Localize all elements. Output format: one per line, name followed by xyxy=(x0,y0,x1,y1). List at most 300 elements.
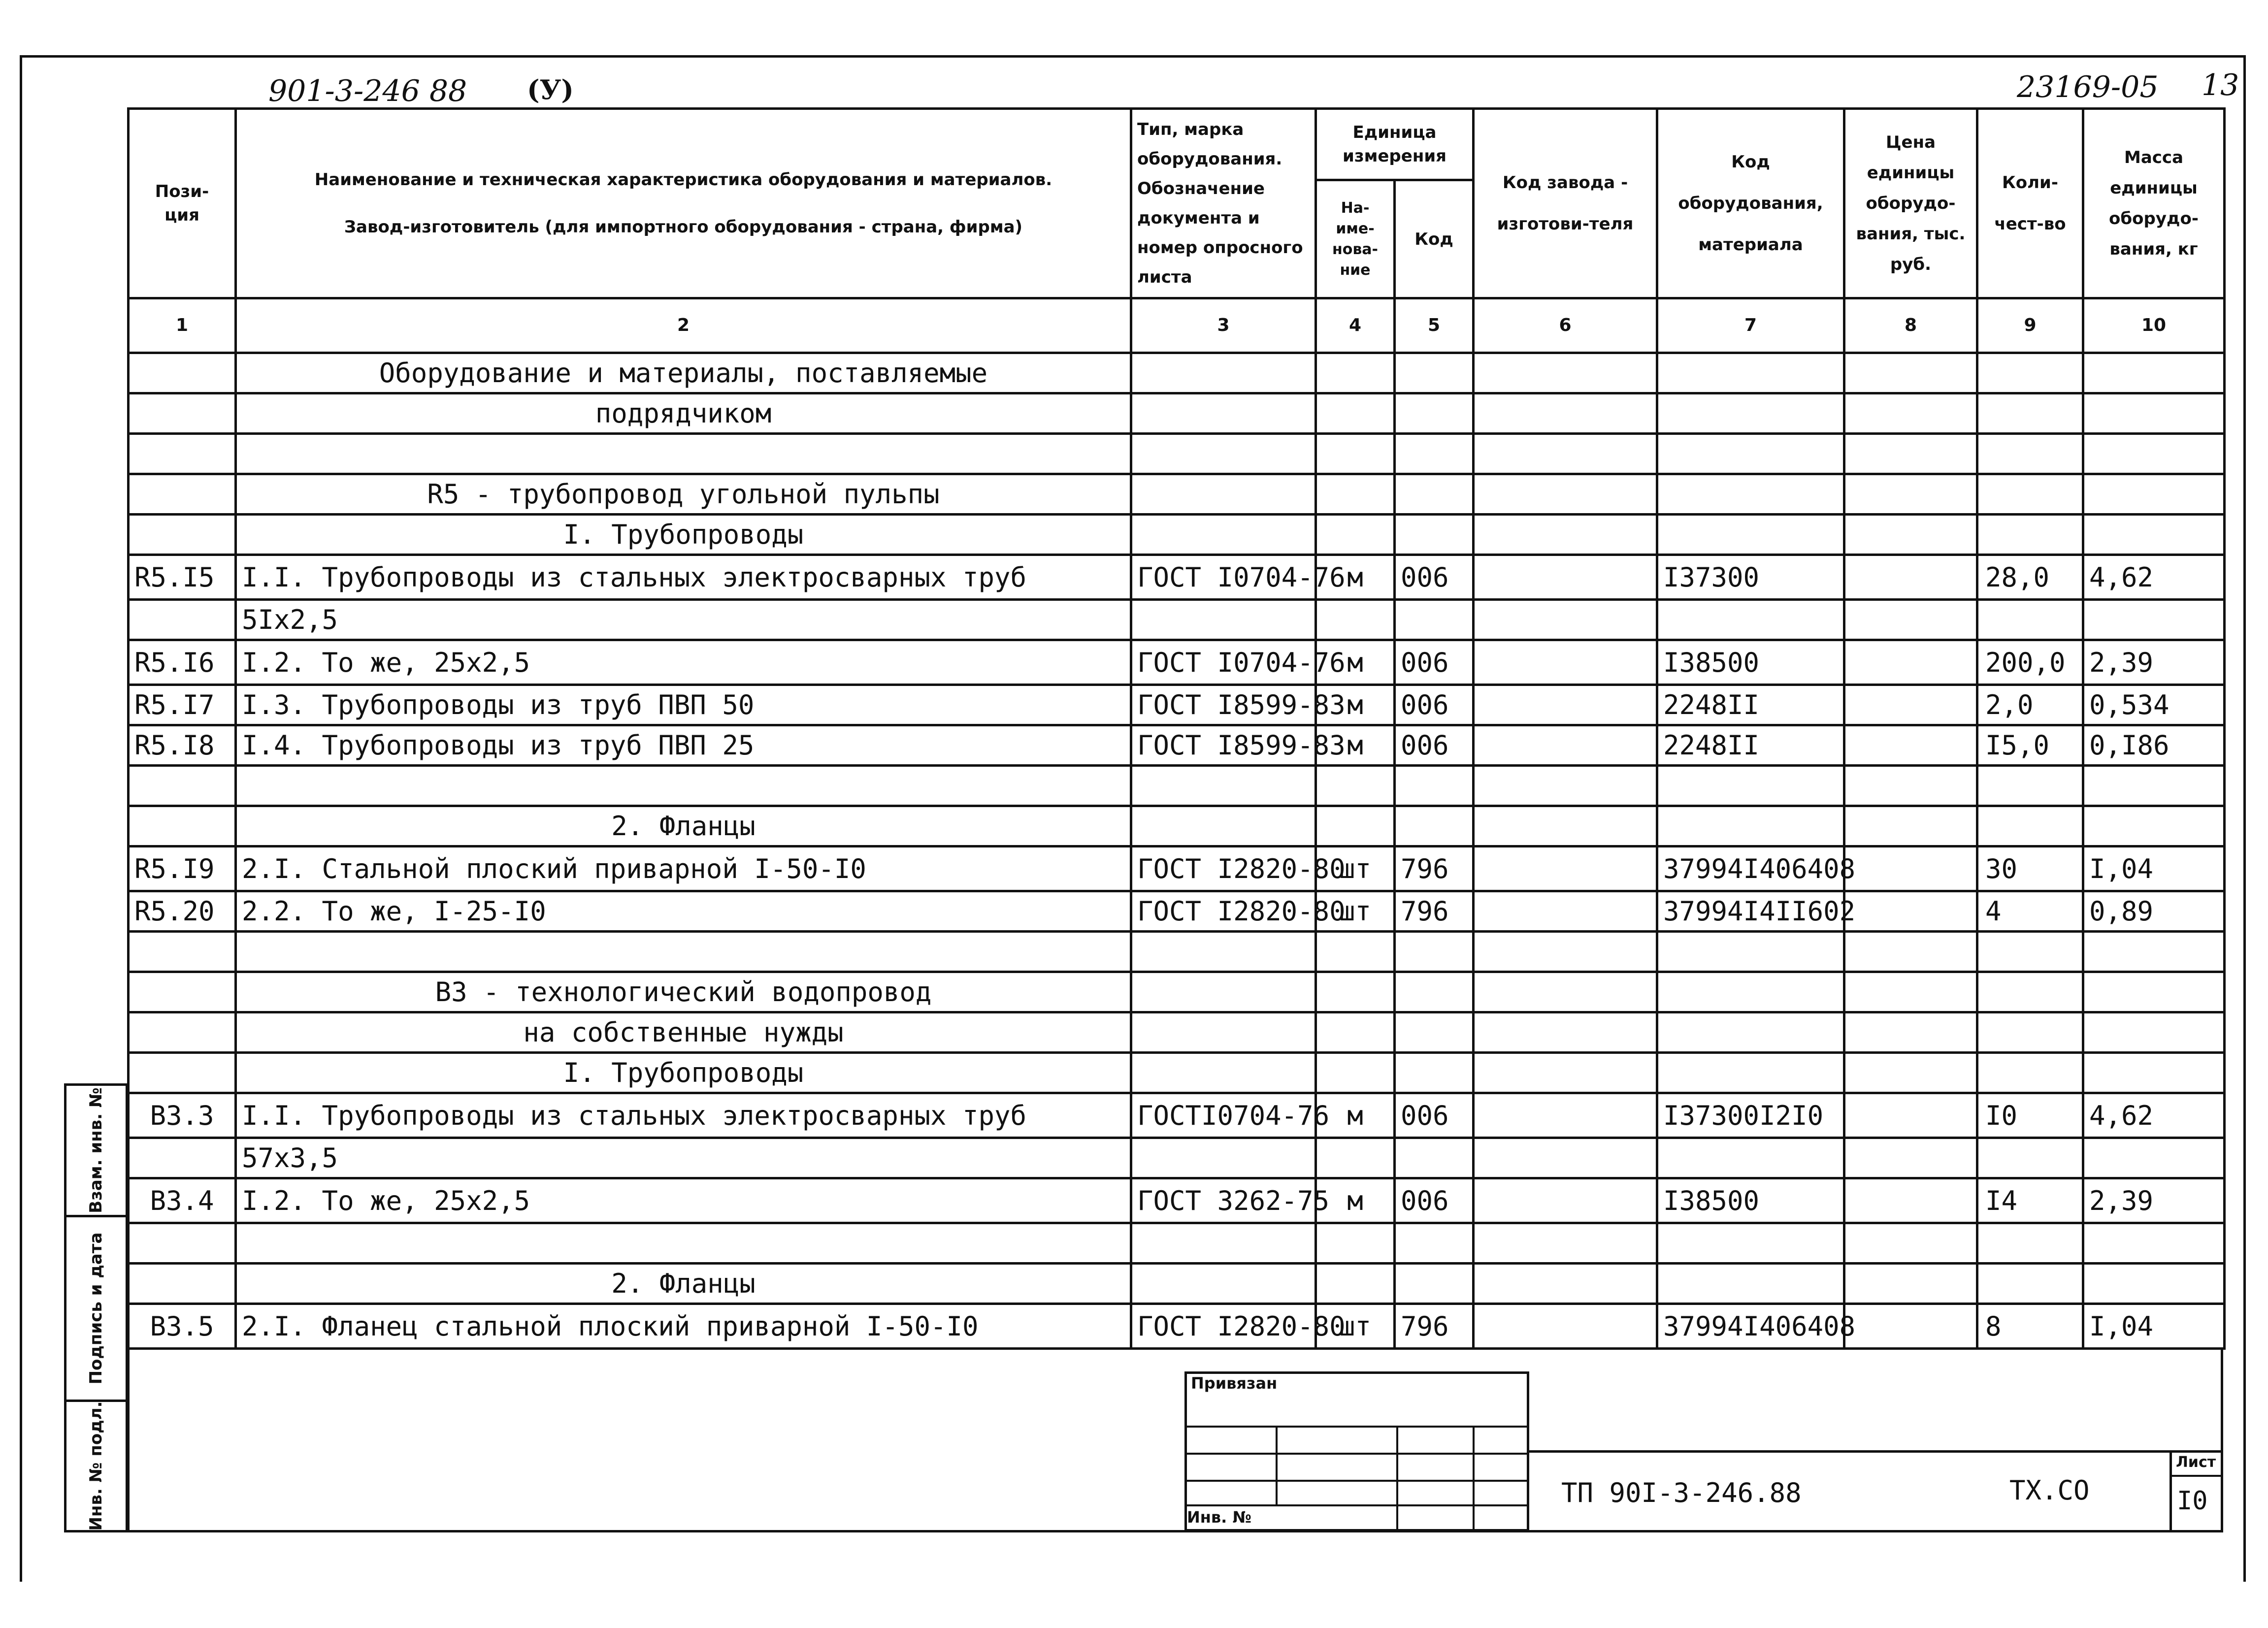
cell-material-code: I37300I2I0 xyxy=(1657,1093,1844,1138)
column-number: 6 xyxy=(1474,298,1657,353)
cell-material-code xyxy=(1657,515,1844,555)
column-number: 3 xyxy=(1131,298,1316,353)
cell-quantity xyxy=(1977,1012,2083,1053)
bottom-frame-line xyxy=(127,1530,2223,1532)
cell-unit: шт xyxy=(1316,847,1395,891)
cell-unit-code: 796 xyxy=(1395,1304,1474,1349)
table-row xyxy=(129,932,2225,972)
cell-factory-code xyxy=(1474,474,1657,515)
cell-factory-code xyxy=(1474,1264,1657,1304)
cell-quantity: I0 xyxy=(1977,1093,2083,1138)
cell-position: R5.I9 xyxy=(129,847,236,891)
cell-material-code xyxy=(1657,1264,1844,1304)
cell-unit xyxy=(1316,1012,1395,1053)
table-row xyxy=(129,600,2225,640)
cell-unit: м xyxy=(1316,640,1395,685)
stamp-vline xyxy=(1473,1426,1475,1531)
cell-quantity: I4 xyxy=(1977,1178,2083,1223)
section-text: ТХ.СО xyxy=(2009,1475,2090,1506)
cell-material-code xyxy=(1657,393,1844,434)
bottom-frame-right xyxy=(2221,1349,2223,1532)
cell-quantity: 4 xyxy=(1977,891,2083,932)
cell-name xyxy=(236,932,1131,972)
cell-unit-code: 006 xyxy=(1395,555,1474,600)
cell-type xyxy=(1131,1012,1316,1053)
cell-factory-code xyxy=(1474,972,1657,1012)
cell-unit: м xyxy=(1316,1178,1395,1223)
cell-quantity xyxy=(1977,766,2083,806)
table-row xyxy=(129,474,2225,515)
cell-factory-code xyxy=(1474,393,1657,434)
cell-unit-code xyxy=(1395,393,1474,434)
cell-price xyxy=(1844,685,1977,725)
cell-quantity xyxy=(1977,932,2083,972)
cell-unit-code xyxy=(1395,353,1474,393)
table-row xyxy=(129,1012,2225,1053)
table-row xyxy=(129,393,2225,434)
cell-mass xyxy=(2083,806,2225,847)
cell-unit-code xyxy=(1395,766,1474,806)
side-box-inv-orig xyxy=(64,1400,128,1532)
cell-quantity: I5,0 xyxy=(1977,725,2083,766)
cell-material-code: 2248II xyxy=(1657,685,1844,725)
cell-mass xyxy=(2083,600,2225,640)
cell-mass: 4,62 xyxy=(2083,1093,2225,1138)
column-number: 7 xyxy=(1657,298,1844,353)
cell-unit xyxy=(1316,1264,1395,1304)
cell-material-code: 37994I406408 xyxy=(1657,847,1844,891)
cell-unit-code: 006 xyxy=(1395,1093,1474,1138)
cell-material-code: 37994I406408 xyxy=(1657,1304,1844,1349)
cell-unit xyxy=(1316,1138,1395,1178)
cell-quantity xyxy=(1977,1223,2083,1264)
cell-factory-code xyxy=(1474,515,1657,555)
table-row xyxy=(129,1138,2225,1178)
cell-type: ГОСТ I2820-80 xyxy=(1131,1304,1316,1349)
table-row xyxy=(129,1264,2225,1304)
cell-name: I.I. Трубопроводы из стальных электросварных труб xyxy=(236,555,1131,600)
header-position: Пози- ция xyxy=(129,109,236,298)
cell-name: 2.I. Фланец стальной плоский приварной I-50-I0 xyxy=(236,1304,1131,1349)
cell-unit xyxy=(1316,600,1395,640)
cell-type xyxy=(1131,600,1316,640)
header-type: Тип, марка оборудования. Обозначение документа и номер опросного листа xyxy=(1131,109,1316,298)
cell-mass xyxy=(2083,766,2225,806)
cell-mass: 4,62 xyxy=(2083,555,2225,600)
cell-unit-code xyxy=(1395,972,1474,1012)
cell-unit-code xyxy=(1395,515,1474,555)
cell-mass xyxy=(2083,474,2225,515)
cell-mass: 2,39 xyxy=(2083,1178,2225,1223)
frame-top-line xyxy=(20,55,2246,58)
column-number: 8 xyxy=(1844,298,1977,353)
cell-unit: м xyxy=(1316,1093,1395,1138)
cell-name: I.4. Трубопроводы из труб ПВП 25 xyxy=(236,725,1131,766)
cell-type: ГОСТ I8599-83 xyxy=(1131,685,1316,725)
cell-price xyxy=(1844,640,1977,685)
stamp-vline xyxy=(1396,1426,1398,1531)
table-row xyxy=(129,891,2225,932)
cell-name xyxy=(236,434,1131,474)
frame-left-line xyxy=(20,55,22,1582)
cell-type xyxy=(1131,353,1316,393)
cell-mass xyxy=(2083,515,2225,555)
cell-position: R5.I6 xyxy=(129,640,236,685)
cell-price xyxy=(1844,434,1977,474)
table-row xyxy=(129,1223,2225,1264)
stamp-hline xyxy=(1187,1426,1529,1428)
cell-name: В3 - технологический водопровод xyxy=(236,972,1131,1012)
cell-name: 2.2. То же, I-25-I0 xyxy=(236,891,1131,932)
cell-mass: 0,534 xyxy=(2083,685,2225,725)
header-unit-name: На-име-нова-ние xyxy=(1316,180,1395,298)
table-row xyxy=(129,515,2225,555)
cell-price xyxy=(1844,393,1977,434)
cell-position xyxy=(129,1053,236,1093)
cell-name: I.2. То же, 25х2,5 xyxy=(236,640,1131,685)
cell-unit-code xyxy=(1395,1012,1474,1053)
table-row xyxy=(129,640,2225,685)
table-row xyxy=(129,972,2225,1012)
stamp-hline xyxy=(1187,1480,1529,1482)
cell-factory-code xyxy=(1474,1012,1657,1053)
side-box-inv-replace xyxy=(64,1083,128,1217)
table-row xyxy=(129,1178,2225,1223)
cell-material-code xyxy=(1657,474,1844,515)
cell-unit-code: 006 xyxy=(1395,685,1474,725)
cell-quantity xyxy=(1977,806,2083,847)
cell-unit-code xyxy=(1395,474,1474,515)
cell-unit: шт xyxy=(1316,891,1395,932)
table-row xyxy=(129,725,2225,766)
cell-unit xyxy=(1316,972,1395,1012)
cell-type xyxy=(1131,515,1316,555)
cell-factory-code xyxy=(1474,1138,1657,1178)
title-block-top xyxy=(1529,1450,2221,1453)
cell-type: ГОСТI0704-76 xyxy=(1131,1093,1316,1138)
cell-type xyxy=(1131,932,1316,972)
doc-suffix: (У) xyxy=(527,74,574,105)
cell-position: R5.I5 xyxy=(129,555,236,600)
cell-quantity xyxy=(1977,353,2083,393)
side-label-inv-replace: Взам. инв. № xyxy=(86,1087,106,1213)
cell-price xyxy=(1844,1012,1977,1053)
column-number: 1 xyxy=(129,298,236,353)
table-row xyxy=(129,685,2225,725)
column-number: 9 xyxy=(1977,298,2083,353)
cell-unit xyxy=(1316,515,1395,555)
cell-factory-code xyxy=(1474,685,1657,725)
cell-position: R5.I8 xyxy=(129,725,236,766)
stamp-vline xyxy=(1276,1426,1278,1504)
designation-text: ТП 90I-3-246.88 xyxy=(1561,1477,1802,1508)
cell-name: 2.I. Стальной плоский приварной I-50-I0 xyxy=(236,847,1131,891)
cell-factory-code xyxy=(1474,555,1657,600)
cell-material-code xyxy=(1657,353,1844,393)
cell-material-code: 2248II xyxy=(1657,725,1844,766)
cell-factory-code xyxy=(1474,766,1657,806)
stamp-hline xyxy=(1187,1453,1529,1455)
column-number: 5 xyxy=(1395,298,1474,353)
cell-price xyxy=(1844,1093,1977,1138)
cell-unit xyxy=(1316,1053,1395,1093)
cell-unit-code xyxy=(1395,1223,1474,1264)
cell-type: ГОСТ I0704-76 xyxy=(1131,640,1316,685)
cell-quantity xyxy=(1977,434,2083,474)
cell-material-code: I38500 xyxy=(1657,1178,1844,1223)
cell-name xyxy=(236,766,1131,806)
cell-mass: I,04 xyxy=(2083,847,2225,891)
cell-name: 57х3,5 xyxy=(236,1138,1131,1178)
cell-position: R5.20 xyxy=(129,891,236,932)
cell-price xyxy=(1844,1223,1977,1264)
table-row xyxy=(129,555,2225,600)
cell-position xyxy=(129,972,236,1012)
cell-type: ГОСТ I0704-76 xyxy=(1131,555,1316,600)
cell-mass: I,04 xyxy=(2083,1304,2225,1349)
cell-unit-code: 006 xyxy=(1395,1178,1474,1223)
cell-factory-code xyxy=(1474,725,1657,766)
cell-position xyxy=(129,474,236,515)
cell-position xyxy=(129,1012,236,1053)
cell-type xyxy=(1131,1138,1316,1178)
cell-unit-code xyxy=(1395,1053,1474,1093)
table-row xyxy=(129,1053,2225,1093)
cell-unit-code: 006 xyxy=(1395,725,1474,766)
cell-unit: шт xyxy=(1316,1304,1395,1349)
inv-no-label: Инв. № xyxy=(1187,1508,1251,1527)
cell-material-code xyxy=(1657,932,1844,972)
cell-unit: м xyxy=(1316,725,1395,766)
cell-unit xyxy=(1316,932,1395,972)
cell-price xyxy=(1844,600,1977,640)
cell-position xyxy=(129,515,236,555)
cell-type xyxy=(1131,393,1316,434)
cell-unit xyxy=(1316,766,1395,806)
table-row xyxy=(129,1093,2225,1138)
cell-type: ГОСТ I8599-83 xyxy=(1131,725,1316,766)
cell-mass: 2,39 xyxy=(2083,640,2225,685)
cell-mass xyxy=(2083,1012,2225,1053)
cell-position xyxy=(129,1264,236,1304)
cell-unit xyxy=(1316,353,1395,393)
cell-factory-code xyxy=(1474,600,1657,640)
cell-quantity xyxy=(1977,1053,2083,1093)
cell-factory-code xyxy=(1474,353,1657,393)
cell-position xyxy=(129,806,236,847)
cell-name: I.I. Трубопроводы из стальных электросварных труб xyxy=(236,1093,1131,1138)
cell-price xyxy=(1844,353,1977,393)
cell-material-code xyxy=(1657,1053,1844,1093)
table-row xyxy=(129,353,2225,393)
cell-quantity: 8 xyxy=(1977,1304,2083,1349)
cell-price xyxy=(1844,555,1977,600)
cell-type: ГОСТ I2820-80 xyxy=(1131,891,1316,932)
cell-mass xyxy=(2083,972,2225,1012)
cell-name xyxy=(236,1223,1131,1264)
sheet-box-left xyxy=(2169,1450,2172,1531)
cell-price xyxy=(1844,847,1977,891)
cell-quantity xyxy=(1977,972,2083,1012)
cell-material-code xyxy=(1657,766,1844,806)
cell-material-code: I38500 xyxy=(1657,640,1844,685)
cell-name: 2. Фланцы xyxy=(236,806,1131,847)
column-number: 4 xyxy=(1316,298,1395,353)
table-row xyxy=(129,806,2225,847)
header-material-code: Код оборудования, материала xyxy=(1657,109,1844,298)
cell-unit-code xyxy=(1395,434,1474,474)
cell-type xyxy=(1131,474,1316,515)
cell-quantity: 2,0 xyxy=(1977,685,2083,725)
cell-price xyxy=(1844,1264,1977,1304)
cell-unit-code: 006 xyxy=(1395,640,1474,685)
cell-unit-code: 796 xyxy=(1395,891,1474,932)
cell-mass xyxy=(2083,353,2225,393)
cell-name: R5 - трубопровод угольной пульпы xyxy=(236,474,1131,515)
cell-position: В3.4 xyxy=(129,1178,236,1223)
cell-mass xyxy=(2083,434,2225,474)
cell-type xyxy=(1131,972,1316,1012)
cell-price xyxy=(1844,1304,1977,1349)
cell-quantity: 30 xyxy=(1977,847,2083,891)
table-row xyxy=(129,434,2225,474)
header-price: Цена единицы оборудо-вания, тыс. руб. xyxy=(1844,109,1977,298)
sheet-label: Лист xyxy=(2176,1454,2216,1471)
cell-position xyxy=(129,1223,236,1264)
cell-name: на собственные нужды xyxy=(236,1012,1131,1053)
cell-name: Оборудование и материалы, поставляемые xyxy=(236,353,1131,393)
cell-name: I.2. То же, 25х2,5 xyxy=(236,1178,1131,1223)
header-unit-code: Код xyxy=(1395,180,1474,298)
cell-price xyxy=(1844,806,1977,847)
cell-unit-code xyxy=(1395,1138,1474,1178)
cell-quantity xyxy=(1977,1264,2083,1304)
header-factory-code: Код завода - изготови-теля xyxy=(1474,109,1657,298)
cell-price xyxy=(1844,891,1977,932)
cell-name: 5Iх2,5 xyxy=(236,600,1131,640)
cell-name: подрядчиком xyxy=(236,393,1131,434)
cell-price xyxy=(1844,1053,1977,1093)
frame-right-line xyxy=(2243,55,2246,1582)
cell-quantity xyxy=(1977,474,2083,515)
cell-unit: м xyxy=(1316,555,1395,600)
cell-price xyxy=(1844,932,1977,972)
cell-unit xyxy=(1316,1223,1395,1264)
doc-code-right: 23169-05 xyxy=(2017,70,2159,104)
cell-material-code xyxy=(1657,1138,1844,1178)
cell-position xyxy=(129,393,236,434)
cell-unit xyxy=(1316,393,1395,434)
cell-unit xyxy=(1316,474,1395,515)
cell-quantity xyxy=(1977,515,2083,555)
cell-mass xyxy=(2083,932,2225,972)
cell-type xyxy=(1131,1223,1316,1264)
cell-position xyxy=(129,1138,236,1178)
column-number: 2 xyxy=(236,298,1131,353)
cell-factory-code xyxy=(1474,847,1657,891)
cell-factory-code xyxy=(1474,1053,1657,1093)
table-row xyxy=(129,766,2225,806)
cell-material-code: I37300 xyxy=(1657,555,1844,600)
cell-position xyxy=(129,766,236,806)
cell-name: I. Трубопроводы xyxy=(236,1053,1131,1093)
cell-quantity: 200,0 xyxy=(1977,640,2083,685)
cell-price xyxy=(1844,766,1977,806)
header-description: Наименование и техническая характеристика оборудования и материалов. Завод-изготовитель (для импортного оборудования - страна, фирма) xyxy=(236,109,1131,298)
cell-name: I. Трубопроводы xyxy=(236,515,1131,555)
cell-price xyxy=(1844,1138,1977,1178)
cell-type xyxy=(1131,1053,1316,1093)
cell-quantity: 28,0 xyxy=(1977,555,2083,600)
table-row xyxy=(129,1304,2225,1349)
cell-factory-code xyxy=(1474,891,1657,932)
cell-unit-code: 796 xyxy=(1395,847,1474,891)
cell-mass: 0,I86 xyxy=(2083,725,2225,766)
cell-price xyxy=(1844,515,1977,555)
cell-price xyxy=(1844,972,1977,1012)
cell-price xyxy=(1844,1178,1977,1223)
cell-mass xyxy=(2083,1053,2225,1093)
header-quantity: Коли-чест-во xyxy=(1977,109,2083,298)
cell-position xyxy=(129,932,236,972)
cell-quantity xyxy=(1977,600,2083,640)
cell-position xyxy=(129,434,236,474)
side-label-inv-orig: Инв. № подл. xyxy=(86,1401,106,1531)
header-mass: Масса единицы оборудо-вания, кг xyxy=(2083,109,2225,298)
cell-factory-code xyxy=(1474,1304,1657,1349)
table-row xyxy=(129,847,2225,891)
cell-type: ГОСТ I2820-80 xyxy=(1131,847,1316,891)
cell-quantity xyxy=(1977,1138,2083,1178)
cell-factory-code xyxy=(1474,434,1657,474)
cell-factory-code xyxy=(1474,932,1657,972)
cell-type xyxy=(1131,806,1316,847)
cell-unit xyxy=(1316,806,1395,847)
cell-mass xyxy=(2083,393,2225,434)
side-box-sign-date xyxy=(64,1215,128,1402)
cell-factory-code xyxy=(1474,1223,1657,1264)
cell-factory-code xyxy=(1474,640,1657,685)
cell-material-code xyxy=(1657,972,1844,1012)
cell-position: R5.I7 xyxy=(129,685,236,725)
page-number: 13 xyxy=(2202,68,2239,102)
cell-type xyxy=(1131,434,1316,474)
cell-type xyxy=(1131,1264,1316,1304)
cell-name: 2. Фланцы xyxy=(236,1264,1131,1304)
cell-unit-code xyxy=(1395,806,1474,847)
cell-factory-code xyxy=(1474,1093,1657,1138)
specification-table xyxy=(127,107,2226,1350)
cell-factory-code xyxy=(1474,1178,1657,1223)
cell-material-code xyxy=(1657,434,1844,474)
cell-type: ГОСТ 3262-75 xyxy=(1131,1178,1316,1223)
cell-unit-code xyxy=(1395,600,1474,640)
cell-name: I.3. Трубопроводы из труб ПВП 50 xyxy=(236,685,1131,725)
cell-position: В3.3 xyxy=(129,1093,236,1138)
cell-unit: м xyxy=(1316,685,1395,725)
cell-price xyxy=(1844,725,1977,766)
bottom-frame-left xyxy=(127,1349,130,1532)
column-number: 10 xyxy=(2083,298,2225,353)
cell-material-code xyxy=(1657,1012,1844,1053)
cell-type xyxy=(1131,766,1316,806)
cell-material-code xyxy=(1657,806,1844,847)
cell-quantity xyxy=(1977,393,2083,434)
cell-position xyxy=(129,600,236,640)
side-label-sign-date: Подпись и дата xyxy=(86,1232,106,1385)
doc-code-left: 901-3-246 88 xyxy=(268,74,467,108)
linked-label: Привязан xyxy=(1191,1374,1278,1393)
